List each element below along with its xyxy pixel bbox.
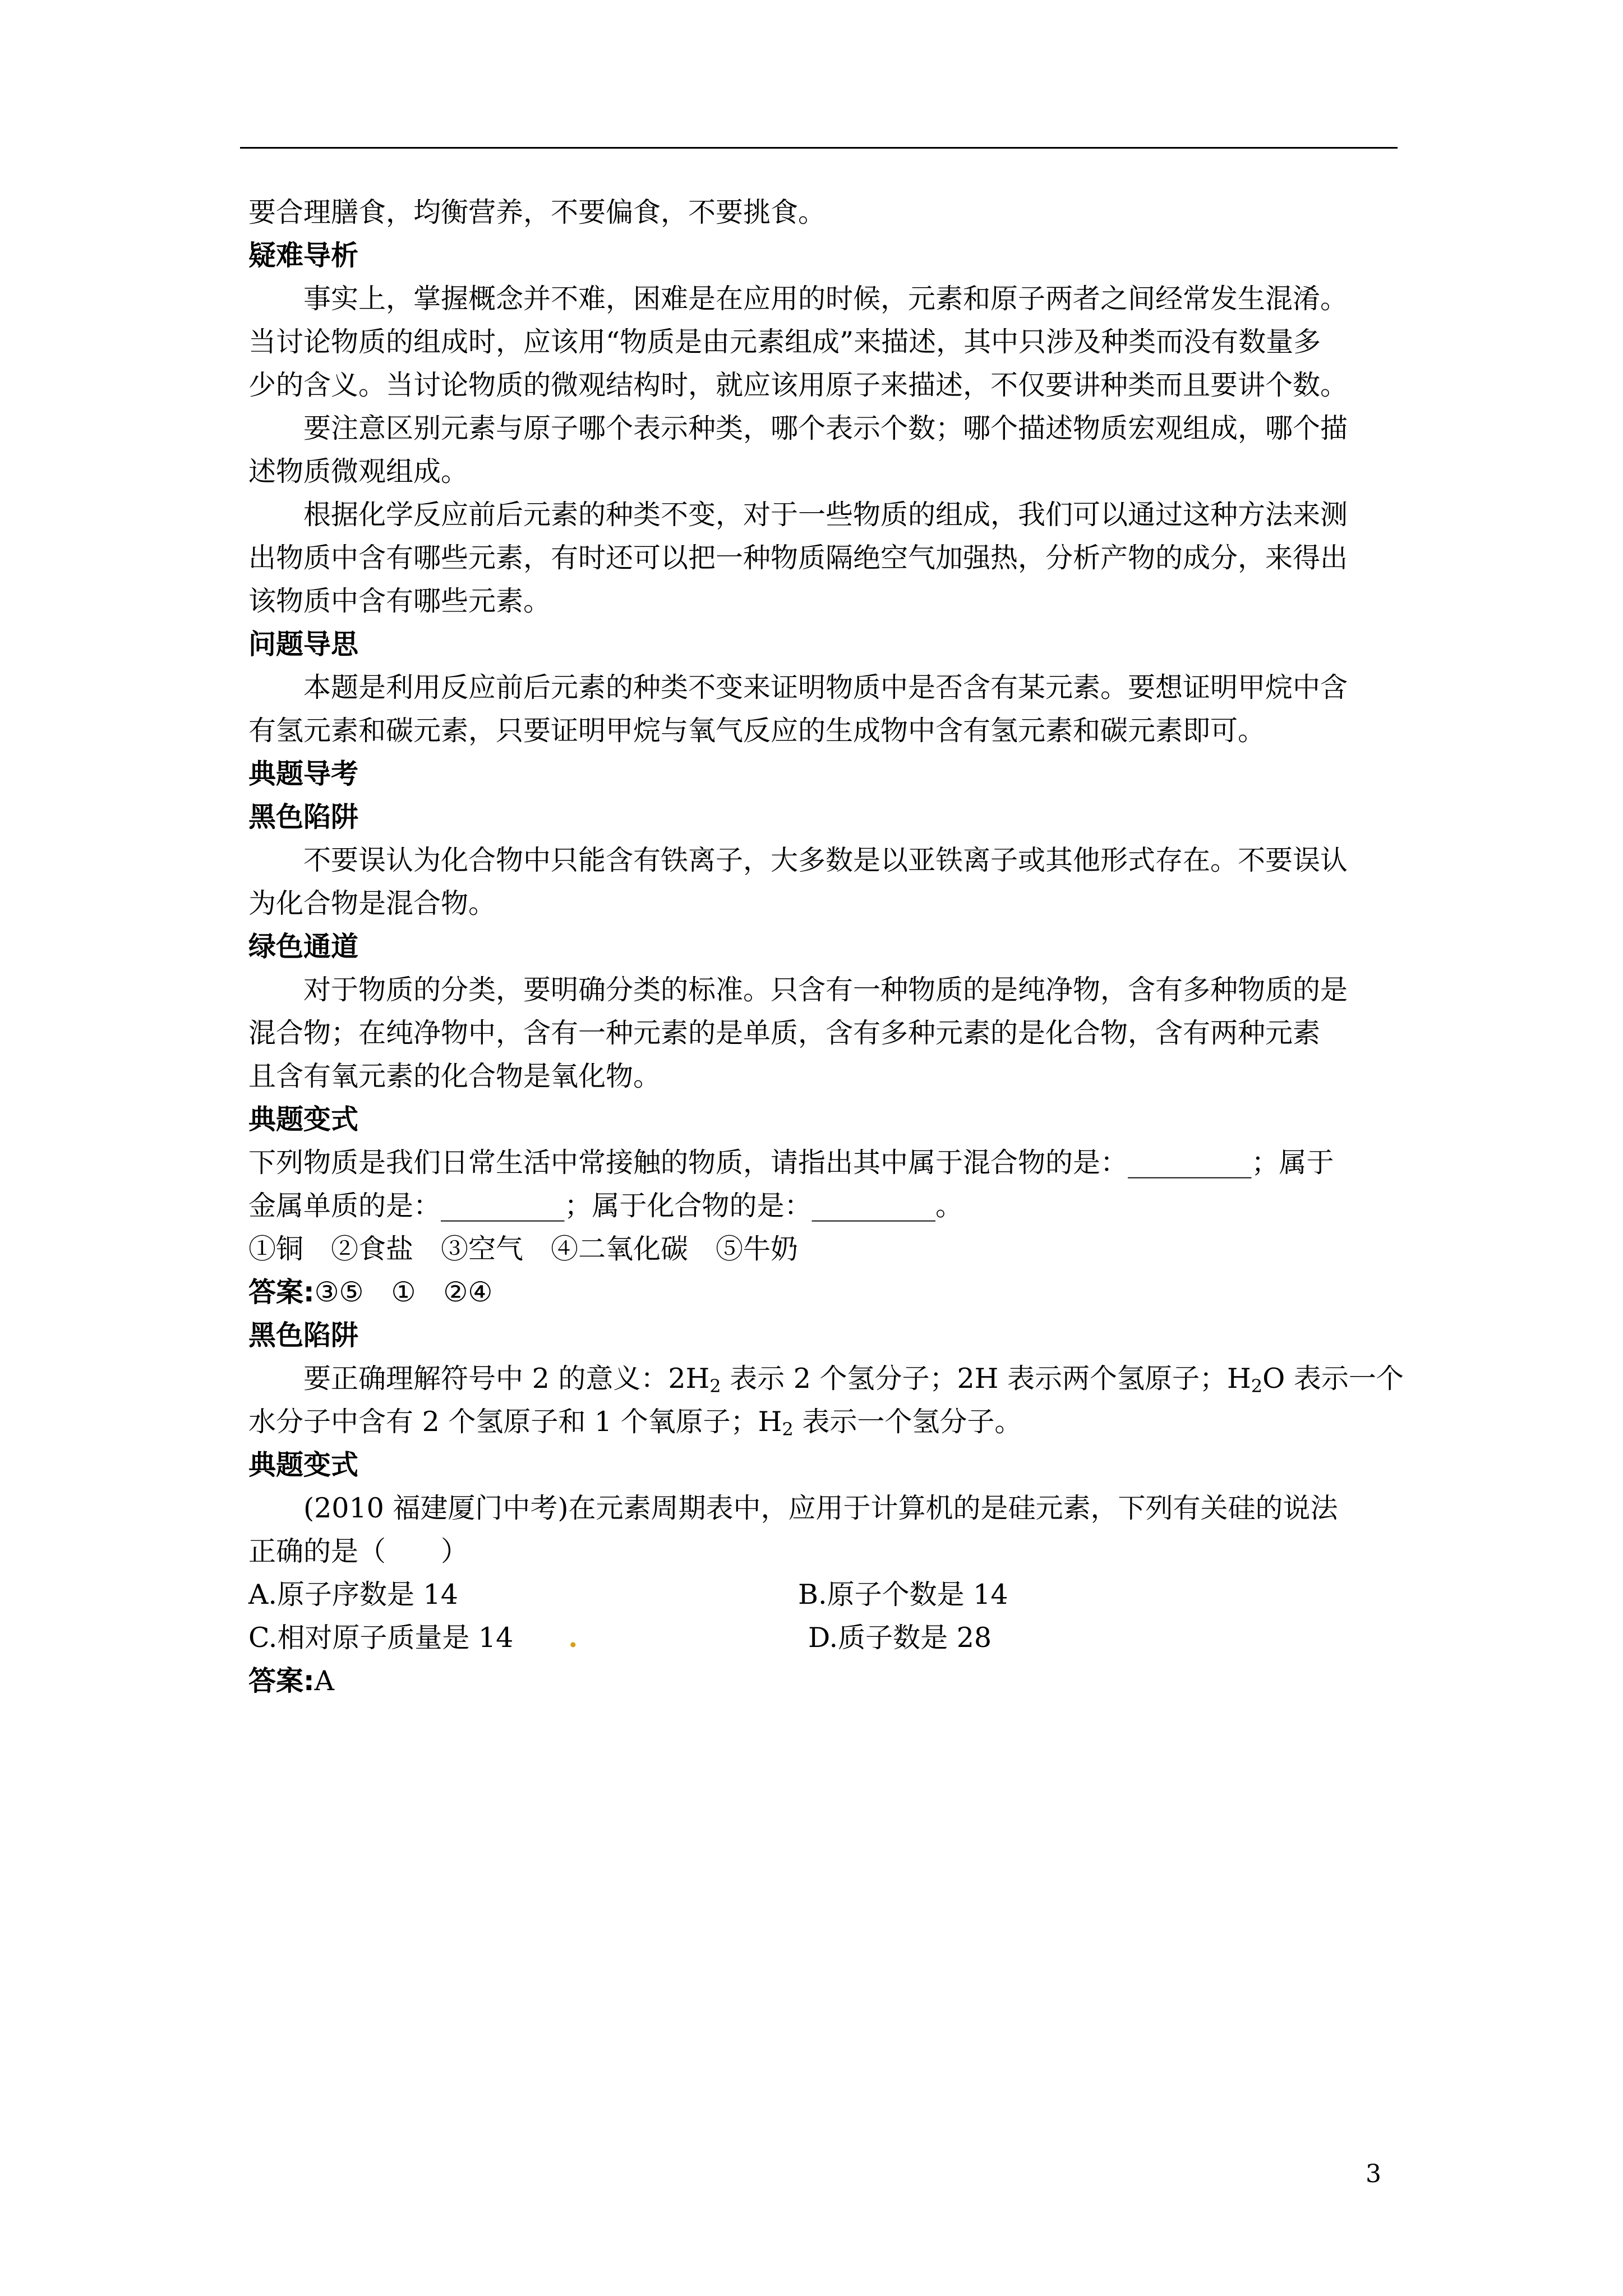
paragraph-line: 当讨论物质的组成时，应该用“物质是由元素组成”来描述，其中只涉及种类而没有数量多: [248, 326, 1321, 358]
answer-label: 答案:: [248, 1276, 315, 1308]
text-fragment: B.原子: [798, 1579, 882, 1611]
section-heading-heise-2: 黑色陷阱: [248, 1319, 359, 1351]
page-number: 3: [1366, 2160, 1381, 2188]
text-fragment: 要正确理解符号中 2 的意义：2H: [303, 1363, 710, 1395]
paragraph-line-formula: [248, 1400, 1404, 1443]
answer-line-1: [248, 1271, 1404, 1314]
answer-value: A: [314, 1665, 334, 1697]
paragraph-line: 根据化学反应前后元素的种类不变，对于一些物质的组成，我们可以通过这种方法来测: [303, 499, 1348, 531]
text-fragment: 个数是 14: [882, 1579, 1008, 1611]
question-line: (2010 福建厦门中考)在元素周期表中，应用于计算机的是硅元素，下列有关硅的说法: [303, 1492, 1338, 1524]
options-row-1: [248, 1573, 1404, 1616]
answer-value: ③⑤ ① ②④: [314, 1276, 493, 1308]
section-heading-lvse: 绿色通道: [248, 931, 359, 963]
section-heading-bianshi-1: 典题变式: [248, 1103, 359, 1135]
paragraph-line: 要合理膳食，均衡营养，不要偏食，不要挑食。: [248, 196, 826, 228]
paragraph-line: 少的含义。当讨论物质的微观结构时，就应该用原子来描述，不仅要讲种类而且要讲个数。: [248, 369, 1348, 401]
section-heading-diantidaokao: 典题导考: [248, 758, 359, 790]
subscript: 2: [782, 1419, 794, 1440]
paragraph-line: 不要误认为化合物中只能含有铁离子，大多数是以亚铁离子或其他形式存在。不要误认: [303, 844, 1348, 876]
document-body: [248, 191, 1404, 1703]
option-a: A.原子序数是 14: [248, 1579, 458, 1611]
question-line: 正确的是（ ）: [248, 1535, 469, 1567]
section-heading-heise-1: 黑色陷阱: [248, 801, 359, 833]
text-fragment: C.相对原子质量是 14: [248, 1622, 514, 1654]
paragraph-line: 述物质微观组成。: [248, 455, 469, 487]
option-d: D.质子数是 28: [808, 1622, 992, 1654]
text-fragment: 表示 2 个氢分子；2H 表示两个氢原子；H: [721, 1363, 1251, 1395]
header-rule: [240, 147, 1398, 149]
stray-dot-mark: .: [568, 1621, 578, 1654]
paragraph-line: 该物质中含有哪些元素。: [248, 585, 551, 617]
section-heading-bianshi-2: 典题变式: [248, 1449, 359, 1481]
paragraph-line: 对于物质的分类，要明确分类的标准。只含有一种物质的是纯净物，含有多种物质的是: [303, 974, 1348, 1006]
question-choices: ①铜 ②食盐 ③空气 ④二氧化碳 ⑤牛奶: [248, 1233, 799, 1265]
question-line: 金属单质的是：_________；属于化合物的是：_________。: [248, 1190, 963, 1222]
paragraph-line: 本题是利用反应前后元素的种类不变来证明物质中是否含有某元素。要想证明甲烷中含: [303, 671, 1348, 703]
paragraph-line: 事实上，掌握概念并不难，困难是在应用的时候，元素和原子两者之间经常发生混淆。: [303, 283, 1348, 315]
subscript: 2: [709, 1375, 721, 1397]
answer-line-2: [248, 1659, 1404, 1703]
question-line: 下列物质是我们日常生活中常接触的物质，请指出其中属于混合物的是：_________；属于: [248, 1147, 1334, 1179]
subscript: 2: [1251, 1375, 1263, 1397]
paragraph-line: 有氢元素和碳元素，只要证明甲烷与氧气反应的生成物中含有氢元素和碳元素即可。: [248, 715, 1266, 747]
text-fragment: O 表示一个: [1262, 1363, 1404, 1395]
text-fragment: 水分子中含有 2 个氢原子和 1 个氧原子；H: [248, 1406, 782, 1438]
paragraph-line: 且含有氧元素的化合物是氧化物。: [248, 1060, 661, 1092]
option-c: [248, 1616, 798, 1659]
text-fragment: 表示一个氢分子。: [793, 1406, 1022, 1438]
paragraph-line: 为化合物是混合物。: [248, 887, 496, 919]
paragraph-line: 要注意区别元素与原子哪个表示种类，哪个表示个数；哪个描述物质宏观组成，哪个描: [303, 412, 1348, 444]
section-heading-yinan: 疑难导析: [248, 240, 359, 272]
options-row-2: [248, 1616, 1404, 1659]
option-b: [798, 1573, 1008, 1616]
paragraph-line: 混合物；在纯净物中，含有一种元素的是单质，含有多种元素的是化合物，含有两种元素: [248, 1017, 1321, 1049]
paragraph-line-formula: [248, 1357, 1404, 1400]
paragraph-line: 出物质中含有哪些元素，有时还可以把一种物质隔绝空气加强热，分析产物的成分，来得出: [248, 542, 1348, 574]
answer-label: 答案:: [248, 1665, 315, 1697]
section-heading-wenti: 问题导思: [248, 628, 359, 660]
